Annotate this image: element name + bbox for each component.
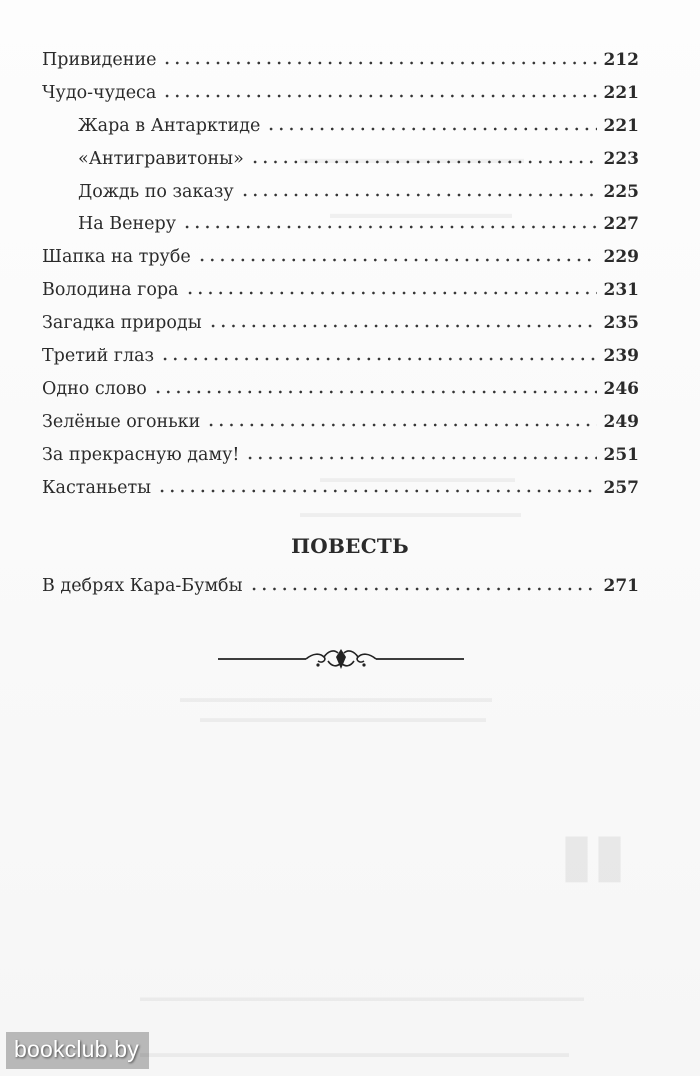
toc-entry <box>42 274 639 307</box>
toc-entry <box>42 439 639 472</box>
toc-entry-title: Третий глаз <box>42 346 155 367</box>
toc-entry-page: 227 <box>603 214 639 235</box>
ornament-divider-icon <box>218 643 464 675</box>
toc-entry-page: 251 <box>603 444 639 465</box>
toc-entry-title: На Венеру <box>78 214 176 235</box>
toc-entry-title: Одно слово <box>42 378 147 399</box>
section-heading: ПОВЕСТЬ <box>291 534 409 558</box>
toc-entry <box>42 406 639 439</box>
toc-entry-page: 225 <box>603 181 639 202</box>
toc-entry-title: Володина гора <box>42 280 179 301</box>
toc-entry-title: Дождь по заказу <box>78 181 234 202</box>
toc-entry-page: 229 <box>603 247 639 268</box>
dot-leader <box>153 385 597 395</box>
toc-entry-title: Зелёные огоньки <box>42 411 201 432</box>
dot-leader <box>185 286 597 296</box>
toc-entry-page: 271 <box>603 576 639 596</box>
toc-subentry <box>42 176 639 209</box>
toc-entry-title: Загадка природы <box>42 313 202 334</box>
dot-leader <box>162 56 596 66</box>
toc-entry-page: 246 <box>603 378 639 399</box>
toc-entry-page: 257 <box>603 477 639 498</box>
toc-entry <box>42 307 639 340</box>
toc-entry <box>42 373 639 406</box>
toc-entry-title: «Антигравитоны» <box>78 148 244 169</box>
toc-entry-page: 212 <box>603 50 639 70</box>
toc-subentry <box>42 143 639 176</box>
toc-subentry <box>42 110 639 143</box>
toc-entry-title: Чудо-чудеса <box>42 82 157 103</box>
toc-entry-page: 221 <box>603 115 639 136</box>
site-watermark: bookclub.by <box>6 1032 149 1069</box>
toc-entry-page: 235 <box>603 313 639 334</box>
dot-leader <box>206 418 596 428</box>
toc-entry-title: Привидение <box>42 50 157 70</box>
toc-entry <box>42 472 639 505</box>
toc-entry-page: 223 <box>603 148 639 169</box>
toc-entry-page: 231 <box>603 280 639 301</box>
toc-entry-title: Жара в Антарктиде <box>78 115 261 136</box>
toc-entry-title: В дебрях Кара-Бумбы <box>42 576 243 596</box>
toc-entry <box>42 241 639 274</box>
toc-entry-title: За прекрасную даму! <box>42 444 240 465</box>
book-page: ▮▮ Привидение 212 Чудо-чудеса 221 Жара в Антарктиде 221 «Антигравитоны» 223 Дождь по заказу 225 На Венеру 227 Шапка на трубе 229 Володина гора 231 Загадка природы 235 Третий глаз 239 Одно слово 246 Зелёные огоньки 249 За прекрасную даму! 251 Кастаньеты 257 ПОВЕСТЬ В дебрях Кара-Бумбы 271 bookclub.by <box>0 0 700 1076</box>
dot-leader <box>249 582 597 592</box>
toc-subentry <box>42 208 639 241</box>
dot-leader <box>266 122 596 132</box>
toc-entry <box>42 340 639 373</box>
toc-entry-page: 249 <box>603 411 639 432</box>
section-contents <box>42 570 639 603</box>
toc-entry <box>42 77 639 110</box>
dot-leader <box>160 352 596 362</box>
toc-entry-page: 221 <box>603 82 639 103</box>
dot-leader <box>250 155 597 165</box>
dot-leader <box>182 220 597 230</box>
toc-entry <box>42 44 639 77</box>
toc-entry-title: Шапка на трубе <box>42 247 191 268</box>
toc-entry-title: Кастаньеты <box>42 477 152 498</box>
dot-leader <box>197 253 597 263</box>
dot-leader <box>240 188 597 198</box>
table-of-contents <box>42 44 639 504</box>
dot-leader <box>208 319 597 329</box>
dot-leader <box>157 484 596 494</box>
toc-entry-page: 239 <box>603 346 639 367</box>
dot-leader <box>245 451 596 461</box>
dot-leader <box>162 89 596 99</box>
toc-entry <box>42 570 639 603</box>
